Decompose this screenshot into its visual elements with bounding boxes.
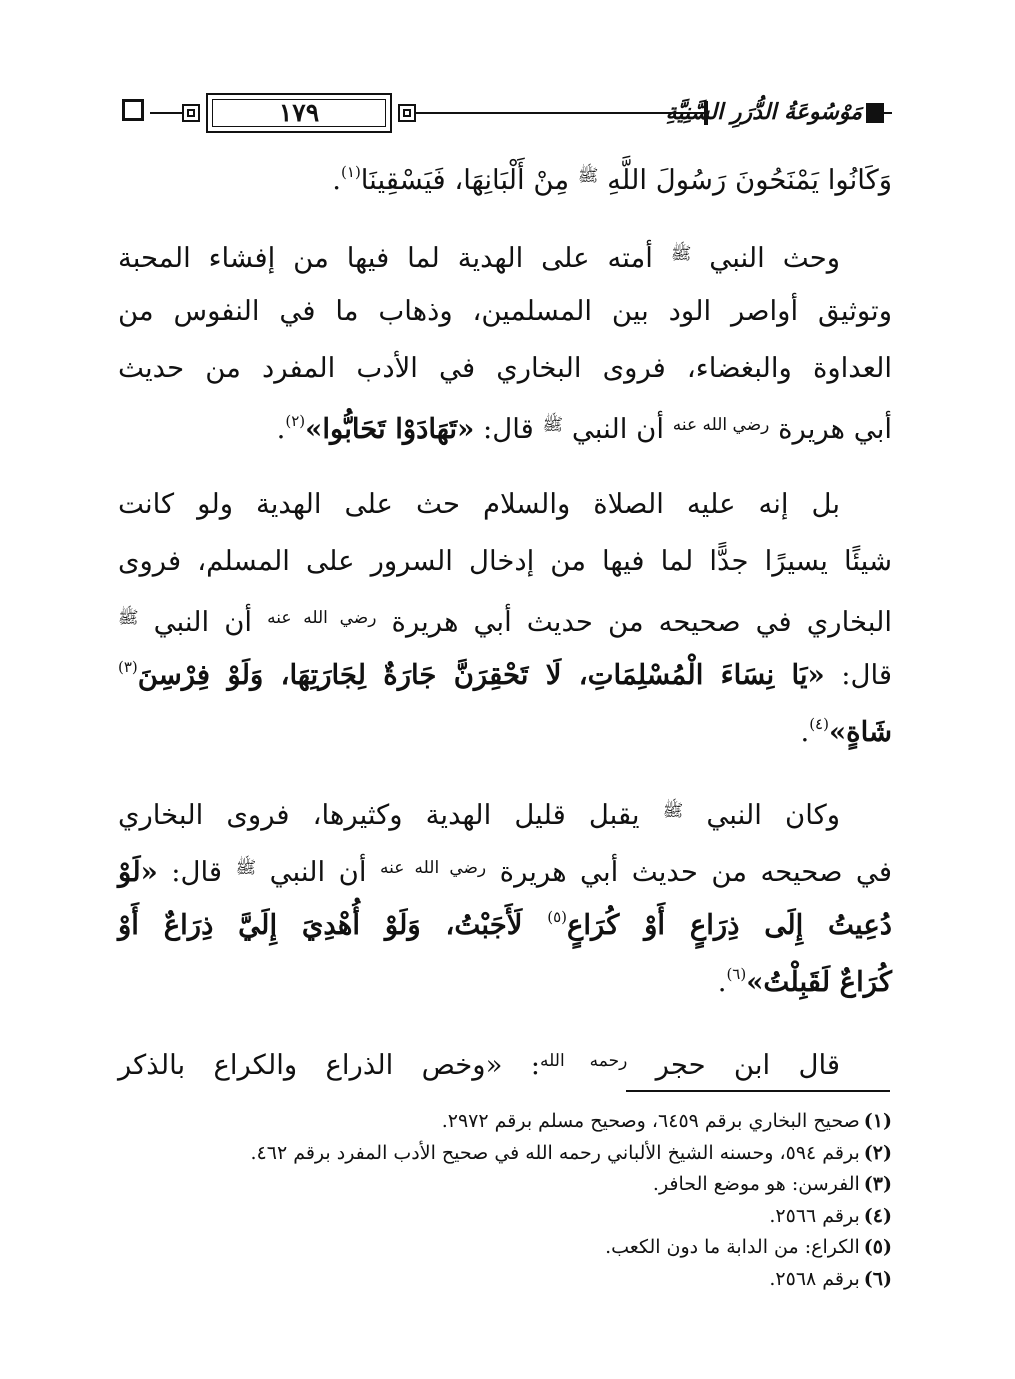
- footnote-ref: (٤): [809, 715, 829, 733]
- paragraph-line: وتوثيق أواصر الود بين المسلمين، وذهاب ما في النفوس من: [118, 295, 892, 327]
- footnote-text: برقم ٢٥٦٦.: [769, 1204, 860, 1227]
- text-segment: أمته على الهدية لما فيها من إفشاء المحبة: [118, 242, 653, 274]
- text-segment: وَكَانُوا يَمْنَحُونَ رَسُولَ اللَّهِ: [607, 164, 892, 196]
- text-segment: مِنْ أَلْبَانِهَا، فَيَسْقِينَا: [360, 164, 570, 196]
- hadith-quote: «يَا نِسَاءَ الْمُسْلِمَاتِ، لَا تَحْقِرَنَّ جَارَةٌ لِجَارَتِهَا، وَلَوْ فِرْسِنَ: [137, 659, 825, 691]
- salawat-glyph: ﷺ: [670, 244, 692, 264]
- footnotes: [118, 1106, 892, 1295]
- header-ornament-square-left: [122, 99, 144, 121]
- page-header: [120, 90, 892, 136]
- text-segment: أن النبي: [571, 413, 664, 445]
- paragraph-3: [118, 783, 892, 1011]
- hadith-quote: «تَهَادَوْا تَحَابُّوا»: [305, 413, 475, 445]
- hadith-quote: دُعِيتُ إِلَى ذِرَاعٍ أَوْ كُرَاعٍ: [567, 909, 892, 941]
- footnote-mark: (٦): [863, 1267, 892, 1290]
- lead-line: [118, 148, 892, 204]
- rahimahullah-glyph: رحمه الله: [540, 1051, 628, 1071]
- salawat-glyph: ﷺ: [662, 801, 684, 821]
- paragraph-line: شيئًا يسيرًا جدًّا لما فيها من إدخال السرور على المسلم، فروى: [118, 545, 892, 577]
- paragraph-4: [118, 1033, 892, 1090]
- paragraph-line: [118, 783, 892, 840]
- footnote-2: [118, 1138, 892, 1170]
- hadith-quote: «لَوْ: [118, 856, 158, 888]
- footnote-ref: (٣): [118, 658, 138, 676]
- text-segment: يقبل قليل الهدية وكثيرها، فروى البخاري: [118, 799, 640, 831]
- text-segment: قال ابن حجر: [655, 1049, 840, 1081]
- footnote-text: برقم ٥٩٤، وحسنه الشيخ الألباني رحمه الله في صحيح الأدب المفرد برقم ٤٦٢.: [250, 1141, 860, 1164]
- footnote-mark: (٣): [863, 1173, 892, 1195]
- footnote-mark: (١): [863, 1110, 892, 1132]
- footnote-mark: (٥): [863, 1236, 892, 1258]
- salawat-glyph: ﷺ: [542, 415, 564, 435]
- paragraph-line: [118, 897, 892, 954]
- footnote-5: [118, 1232, 892, 1264]
- footnote-6: [118, 1264, 892, 1296]
- paragraph-line: [118, 1033, 892, 1090]
- salawat-glyph: ﷺ: [577, 166, 599, 186]
- text-segment: أن النبي: [269, 856, 367, 888]
- footnote-1: [118, 1106, 892, 1138]
- text-segment: قال:: [483, 413, 534, 445]
- footnote-3: [118, 1169, 892, 1201]
- footnote-ref: (٢): [285, 412, 306, 430]
- text-segment: في صحيحه من حديث أبي هريرة: [499, 856, 892, 888]
- footnote-mark: (٤): [863, 1204, 892, 1227]
- header-rule: [416, 112, 704, 114]
- text-segment: : «وخص الذراع والكراع بالذكر: [118, 1049, 541, 1081]
- main-text: [118, 148, 892, 1090]
- paragraph-line: بل إنه عليه الصلاة والسلام حث على الهدية ولو كانت: [118, 488, 840, 520]
- punctuation: .: [800, 716, 810, 748]
- text-segment: وحث النبي: [709, 242, 841, 274]
- text-segment: البخاري في صحيحه من حديث أبي هريرة: [391, 606, 893, 638]
- header-knot-ornament: [182, 104, 200, 122]
- paragraph-line: [118, 704, 892, 761]
- paragraph-line: [118, 590, 892, 647]
- paragraph-line: [118, 647, 892, 704]
- footnote-4: [118, 1201, 892, 1233]
- page-number-frame: [206, 93, 392, 133]
- footnote-text: صحيح البخاري برقم ٦٤٥٩، وصحيح مسلم برقم ٢٩٧٢.: [441, 1110, 860, 1132]
- salawat-glyph: ﷺ: [118, 608, 139, 628]
- punctuation: .: [717, 966, 727, 998]
- hadith-quote: شَاةٍ»: [828, 716, 892, 748]
- text-segment: قال:: [841, 659, 892, 691]
- paragraph-line: [118, 840, 892, 897]
- text-segment: أن النبي: [153, 606, 253, 638]
- header-knot-ornament: [398, 104, 416, 122]
- punctuation: .: [332, 164, 342, 196]
- paragraph-line: [118, 954, 892, 1011]
- paragraph-line: العداوة والبغضاء، فروى البخاري في الأدب المفرد من حديث: [118, 352, 892, 384]
- footnote-ref: (١): [341, 163, 361, 181]
- salawat-glyph: ﷺ: [235, 858, 257, 878]
- book-title: مَوْسُوعَةُ الدُّرَرِ السَّنِيَّةِ: [665, 99, 862, 125]
- footnote-separator: [626, 1090, 890, 1092]
- paragraph-line: [118, 226, 892, 283]
- radiallahu-glyph: رضي الله عنه: [267, 608, 377, 628]
- footnote-ref: (٥): [547, 908, 567, 926]
- paragraph-2: [118, 476, 892, 761]
- footnote-text: الكراع: من الدابة ما دون الكعب.: [605, 1236, 860, 1258]
- hadith-quote: كُرَاعٌ لَقَبِلْتُ»: [746, 966, 892, 998]
- footnote-text: برقم ٢٥٦٨.: [769, 1267, 860, 1290]
- header-rule: [882, 112, 892, 114]
- footnote-ref: (٦): [726, 965, 747, 983]
- punctuation: .: [276, 413, 286, 445]
- footnote-text: الفرسن: هو موضع الحافر.: [652, 1173, 860, 1195]
- paragraph-line: [118, 397, 892, 454]
- radiallahu-glyph: رضي الله عنه: [672, 415, 770, 435]
- page-number: ١٧٩: [278, 98, 320, 127]
- text-segment: أبي هريرة: [778, 413, 892, 445]
- header-rule: [150, 112, 184, 114]
- radiallahu-glyph: رضي الله عنه: [379, 858, 487, 878]
- hadith-quote: لَأَجَبْتُ، وَلَوْ أُهْدِيَ إِلَيَّ ذِرَاعٌ أَوْ: [118, 909, 523, 941]
- text-segment: وكان النبي: [706, 799, 840, 831]
- paragraph-1: [118, 226, 892, 454]
- footnote-mark: (٢): [863, 1141, 892, 1164]
- text-segment: قال:: [171, 856, 223, 888]
